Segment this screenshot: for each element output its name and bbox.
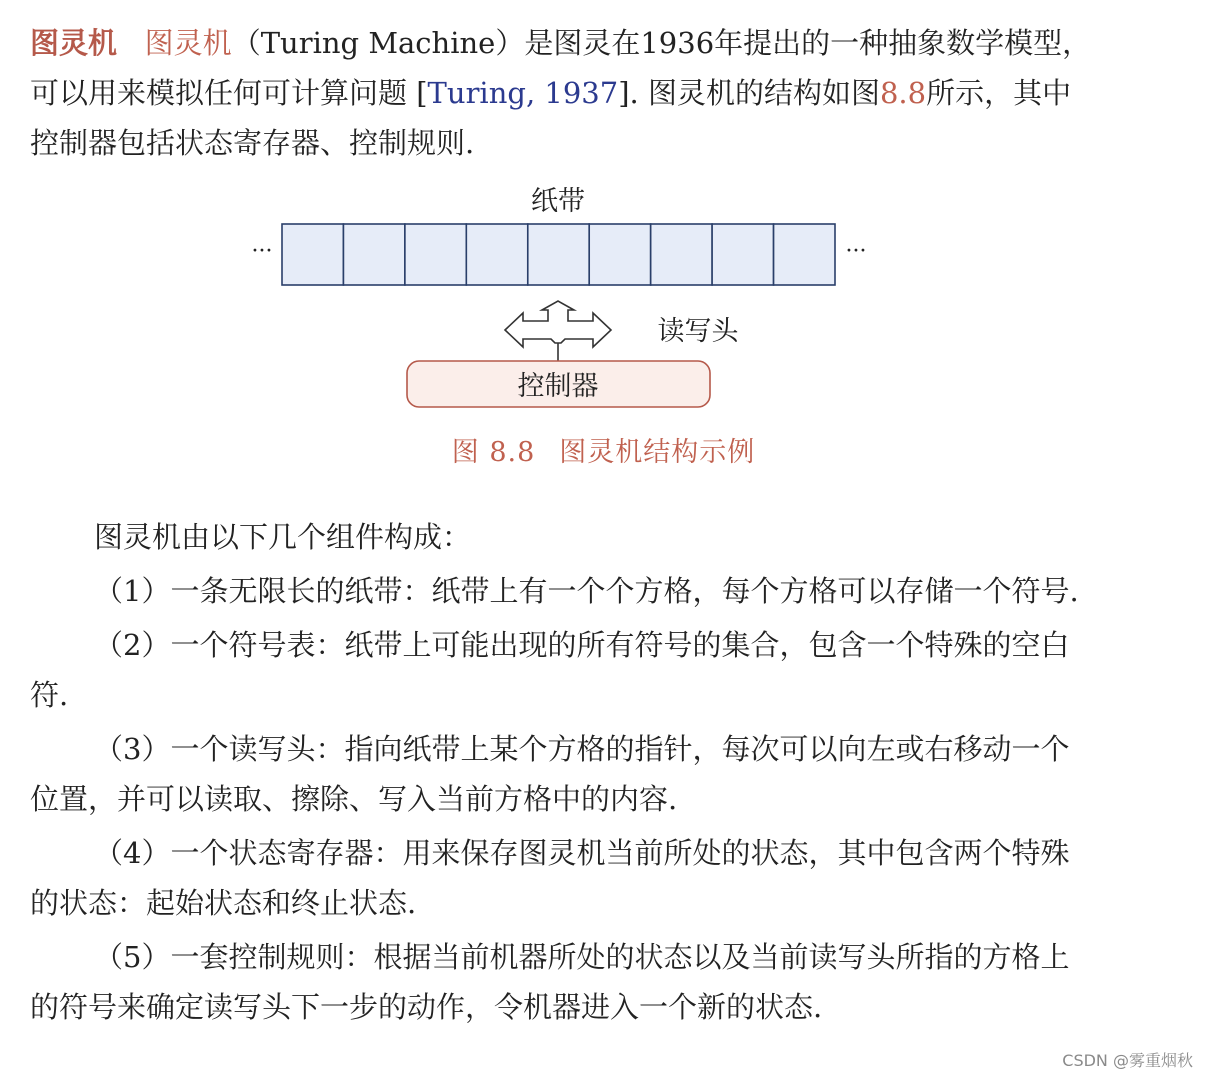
tape-label: 纸带: [531, 186, 585, 217]
intro-line2-after: 所示，其中: [926, 76, 1072, 110]
component-num: （5）: [94, 940, 171, 974]
tape-cell: [528, 224, 589, 285]
tape-ellipsis-left: ···: [251, 239, 273, 264]
tape-cell: [282, 224, 343, 285]
component-item: [30, 620, 1090, 720]
figure-caption: [0, 430, 1207, 469]
component-text: 一个读写头：指向纸带上某个方格的指针，每次可以向左或右移动一个位置，并可以读取、擦除、写入当前方格中的内容.: [30, 732, 1070, 816]
tape-ellipsis-right: ···: [845, 239, 867, 264]
open-paren: （: [231, 26, 261, 60]
caption-number: 图 8.8: [451, 437, 536, 468]
component-num: （4）: [94, 836, 171, 870]
intro-line1: 是图灵在1936年提出的一种抽象数学模型，: [524, 26, 1092, 60]
component-item: [30, 724, 1090, 824]
component-text: 一个符号表：纸带上可能出现的所有符号的集合，包含一个特殊的空白符.: [30, 628, 1070, 712]
component-num: （2）: [94, 628, 171, 662]
intro-line2-mid: ]. 图灵机的结构如图: [618, 76, 880, 110]
component-item: [30, 828, 1090, 928]
tape-cell: [466, 224, 527, 285]
intro-block: [30, 18, 1100, 168]
component-text: 一条无限长的纸带：纸带上有一个个方格，每个方格可以存储一个符号.: [170, 574, 1079, 608]
tape-cell: [405, 224, 466, 285]
term-english: Turing Machine: [260, 26, 496, 60]
tape-cell: [651, 224, 712, 285]
read-write-head-icon: [505, 301, 611, 347]
term-heading: 图灵机: [30, 26, 118, 60]
component-num: （1）: [94, 574, 171, 608]
component-text: 一套控制规则：根据当前机器所处的状态以及当前读写头所指的方格上的符号来确定读写头下一步的动作，令机器进入一个新的状态.: [30, 940, 1070, 1024]
citation-link[interactable]: Turing, 1937: [427, 76, 619, 110]
figure-ref-link[interactable]: 8.8: [879, 76, 927, 110]
intro-paragraph: [30, 18, 1100, 168]
term-repeat: 图灵机: [144, 26, 232, 60]
caption-title: 图灵机结构示例: [559, 437, 756, 468]
component-text: 一个状态寄存器：用来保存图灵机当前所处的状态，其中包含两个特殊的状态：起始状态和终止状态.: [30, 836, 1070, 920]
component-item: [30, 566, 1090, 616]
tape-cell: [589, 224, 650, 285]
intro-line3: 控制器包括状态寄存器、控制规则.: [30, 126, 475, 160]
head-label: 读写头: [657, 316, 739, 347]
components-intro: 图灵机由以下几个组件构成：: [94, 520, 472, 554]
close-paren: ）: [495, 26, 525, 60]
turing-machine-figure: [0, 165, 1207, 475]
component-num: （3）: [94, 732, 171, 766]
tape-cell: [774, 224, 835, 285]
tape-cell: [343, 224, 404, 285]
component-item: [30, 932, 1090, 1032]
intro-line2-before: 可以用来模拟任何可计算问题 [: [30, 76, 428, 110]
components-section: [30, 512, 1090, 1036]
tape-cell: [712, 224, 773, 285]
watermark: CSDN @雾重烟秋: [1062, 1051, 1193, 1070]
tape: [282, 224, 835, 285]
controller-label: 控制器: [517, 371, 599, 402]
